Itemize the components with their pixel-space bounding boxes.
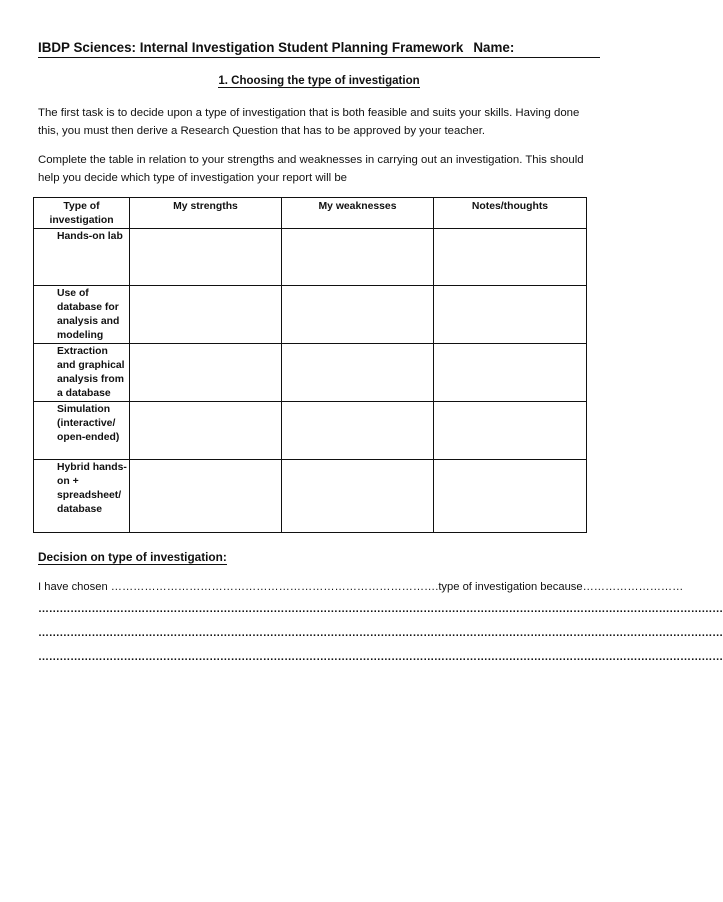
- notes-cell[interactable]: [434, 402, 587, 460]
- type-cell: Extraction and graphical analysis from a database: [34, 344, 130, 402]
- notes-cell[interactable]: [434, 286, 587, 344]
- reason-line[interactable]: …………………………………………………………………………………………………………………………………………………………………………: [38, 627, 723, 639]
- strengths-cell[interactable]: [130, 286, 282, 344]
- weaknesses-cell[interactable]: [282, 460, 434, 533]
- type-cell: Simulation (interactive/ open-ended): [34, 402, 130, 460]
- weaknesses-cell[interactable]: [282, 229, 434, 286]
- reason-line[interactable]: …………………………………………………………………………………………………………………………………………………………………………: [38, 603, 723, 615]
- notes-cell[interactable]: [434, 344, 587, 402]
- table-row: [34, 460, 587, 533]
- header-strengths: My strengths: [130, 198, 282, 229]
- header-notes: Notes/thoughts: [434, 198, 587, 229]
- notes-cell[interactable]: [434, 460, 587, 533]
- header-weaknesses: My weaknesses: [282, 198, 434, 229]
- strengths-cell[interactable]: [130, 460, 282, 533]
- instruction-paragraph: Complete the table in relation to your strengths and weaknesses in carrying out an investigation. This should help you decide which type of investigation your report will be: [38, 154, 584, 184]
- type-cell: Hybrid hands-on + spreadsheet/ database: [34, 460, 130, 533]
- strengths-cell[interactable]: [130, 229, 282, 286]
- table-header-row: [34, 198, 587, 229]
- strengths-cell[interactable]: [130, 402, 282, 460]
- weaknesses-cell[interactable]: [282, 344, 434, 402]
- reason-line[interactable]: …………………………………………………………………………………………………………………………………………………………………………: [38, 651, 723, 663]
- decision-heading-text: Decision on type of investigation:: [38, 550, 227, 564]
- type-cell: Hands-on lab: [34, 229, 130, 286]
- section-title-text: 1. Choosing the type of investigation: [218, 75, 420, 87]
- table-row: [34, 402, 587, 460]
- chosen-type-line[interactable]: I have chosen …………………………………………………………………………….type of investigation because………………………: [38, 581, 684, 593]
- document-title: IBDP Sciences: Internal Investigation Student Planning Framework: [38, 40, 464, 55]
- header-type: Type of investigation: [34, 198, 130, 229]
- document-header: [38, 40, 600, 58]
- type-cell: Use of database for analysis and modeling: [34, 286, 130, 344]
- table-row: [34, 286, 587, 344]
- table-row: [34, 229, 587, 286]
- weaknesses-cell[interactable]: [282, 402, 434, 460]
- intro-paragraph: The first task is to decide upon a type of investigation that is both feasible and suits your skills. Having done this, you must then derive a Research Question that has to be approved by your teacher.: [38, 107, 580, 137]
- section-title: [0, 74, 638, 88]
- notes-cell[interactable]: [434, 229, 587, 286]
- name-label: Name:: [473, 40, 515, 55]
- investigation-type-table: [33, 197, 587, 533]
- decision-heading: [38, 550, 227, 565]
- table-row: [34, 344, 587, 402]
- weaknesses-cell[interactable]: [282, 286, 434, 344]
- strengths-cell[interactable]: [130, 344, 282, 402]
